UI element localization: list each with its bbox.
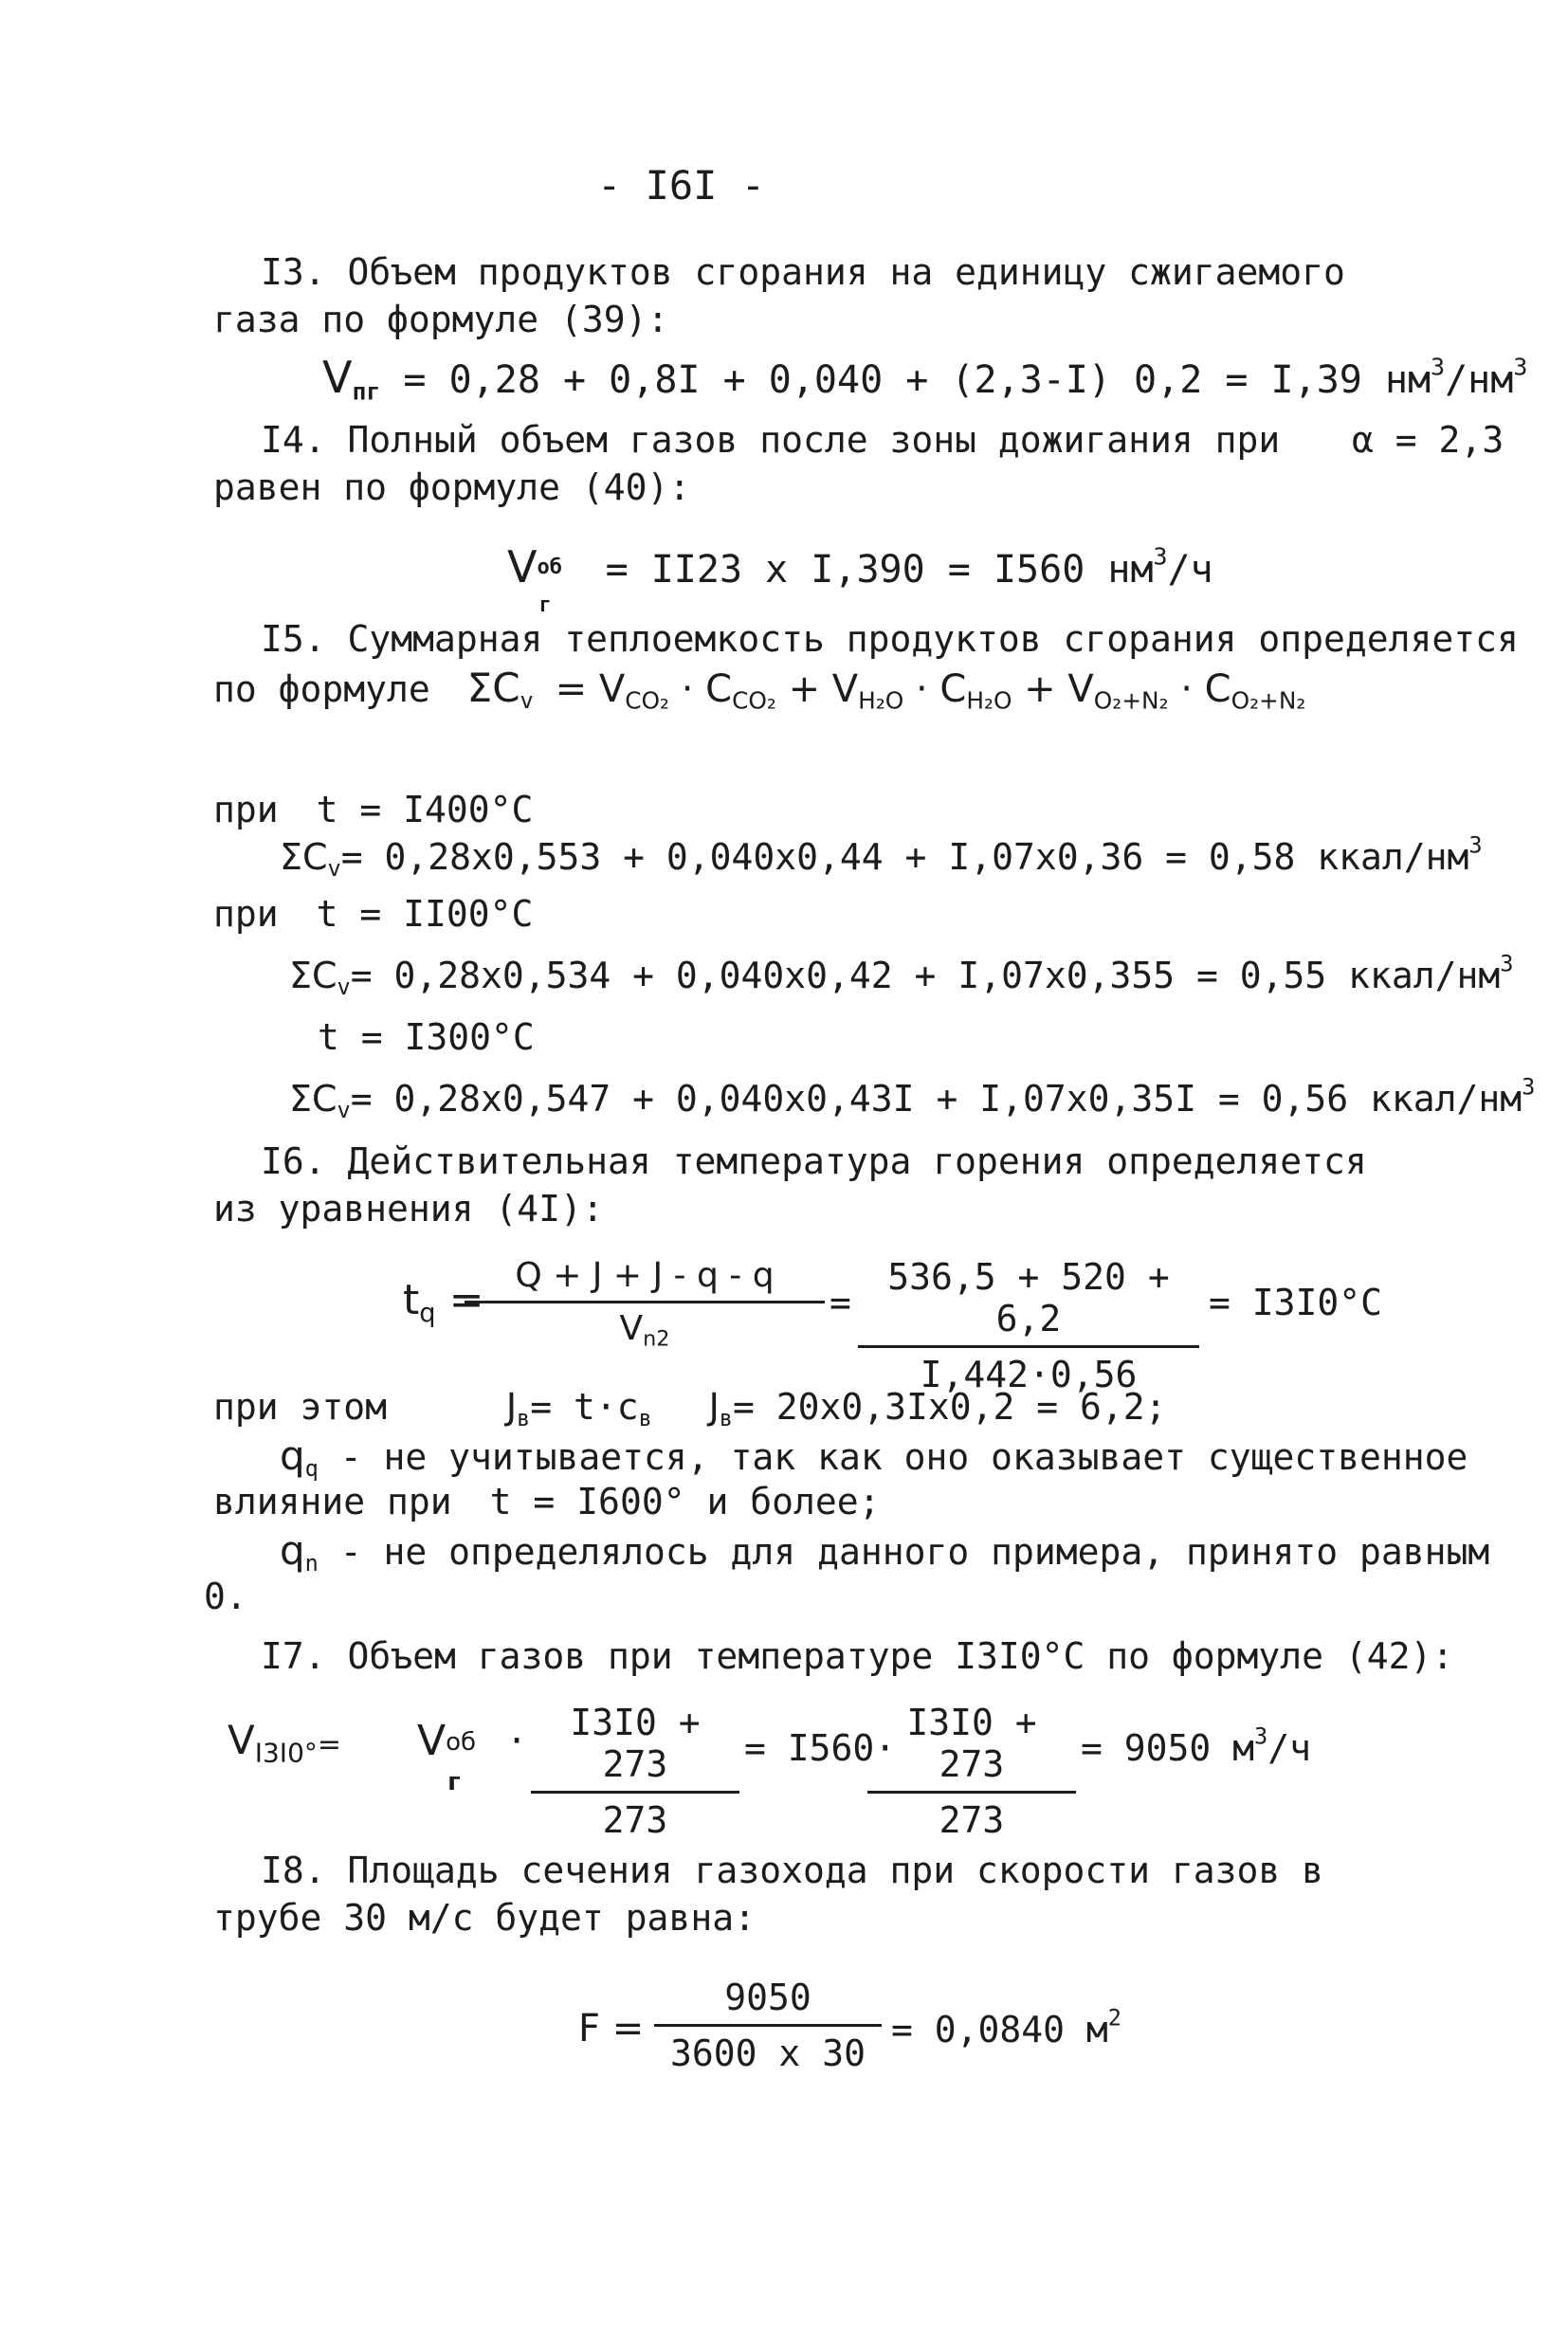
page-number: - I6I -	[597, 162, 766, 209]
equation-40: V об г = II23 x I,390 = I560 $нм^3/ч$	[507, 541, 1213, 617]
item-15: I5. Суммарная теплоемкость продуктов сгорания определяется	[261, 618, 1519, 660]
equation-42-lhs: $V_{I3I0^\circ}=$	[228, 1717, 342, 1769]
equation-42-frac2: $\frac{I3I0 + 273}{273}$	[867, 1702, 1076, 1841]
temp-1300-label: t = I300°C	[318, 1016, 535, 1058]
note-qn-cont: 0.	[204, 1576, 247, 1617]
heat-capacity-1100: $\Sigma C_v= 0,28x0,534 + 0,040x0,42 + I,07x0,355 = 0,55$ ккал/$нм^3$	[289, 950, 1514, 1001]
equation-41-frac2: $\frac{536,5 + 520 + 6,2}{I,442\cdot 0,56}$	[858, 1256, 1199, 1395]
alpha-value: α = 2,3	[1352, 419, 1504, 461]
equation-41-frac1: $\frac{Q + J + J - q - q}{V_{n2}}$	[465, 1256, 825, 1348]
item-17: I7. Объем газов при температуре I3I0°C по формуле (42):	[261, 1635, 1454, 1677]
note-qn: $q_n$ - не определялось для данного примера, принято равным	[280, 1527, 1490, 1577]
note-qq: $q_q$ - не учитывается, так как оно оказывает существенное	[280, 1432, 1468, 1483]
note-pri-etom: при этом $J_в= t\cdot c_в$ $J_в= 20x0,3Ix0,2 = 6,2$;	[213, 1386, 1167, 1432]
item-18: I8. Площадь сечения газохода при скорости газов в трубе 30 м/с будет равна:	[213, 1850, 1324, 1939]
equation-area-lhs: F =	[578, 2007, 645, 2050]
item-15-formula: по формуле $\Sigma C_v = V_{CO_2} \cdot C_{CO_2} + V_{H_2O} \cdot C_{H_2O} + V_{O_2+N_2} \cdot C_{O_2+N_2}$	[213, 665, 1306, 715]
temp-1100-label: при t = II00°C	[213, 893, 534, 935]
equation-41-eq: =	[830, 1282, 851, 1323]
equation-39: $V_{пг} = 0,28 + 0,8I + 0,040 + (2,3-I) 0,2 = I,39$ $нм^3/нм^3$	[322, 352, 1528, 406]
item-13-text: I3. Объем продуктов сгорания на единицу сжигаемого газа по формуле (39):	[213, 251, 1345, 340]
heat-capacity-1400: $\Sigma C_v= 0,28x0,553 + 0,040x0,44 + I,07x0,36 = 0,58$ ккал/$нм^3$	[280, 831, 1483, 883]
item-16: I6. Действительная температура горения определяется из уравнения (4I):	[213, 1140, 1367, 1230]
equation-42-vg: V об г ·	[417, 1717, 524, 1796]
equation-42-mid: = I560·	[744, 1727, 897, 1769]
equation-41-result: = I3I0°C	[1209, 1282, 1383, 1323]
note-qq-cont: влияние при t = I600° и более;	[213, 1481, 881, 1522]
temp-1400-label: при t = I400°C	[213, 789, 534, 830]
equation-42-frac1: $\frac{I3I0 + 273}{273}$	[531, 1702, 739, 1841]
item-14-cont: равен по формуле (40):	[213, 466, 691, 508]
heat-capacity-1300: $\Sigma C_v= 0,28x0,547 + 0,040x0,43I + I,07x0,35I = 0,56$ ккал/$нм^3$	[289, 1073, 1536, 1124]
item-14: I4. Полный объем газов после зоны дожигания при α = 2,3	[261, 419, 1504, 461]
equation-41-lhs: $t_q$ =	[403, 1276, 484, 1329]
equation-area-result: = 0,0840 $м^2$	[891, 2004, 1121, 2050]
item-13	[213, 248, 1379, 343]
equation-area-frac: $\frac{9050}{3600 x 30}$	[654, 1977, 882, 2074]
equation-42-result: = 9050 $м^3/ч$	[1081, 1722, 1311, 1769]
